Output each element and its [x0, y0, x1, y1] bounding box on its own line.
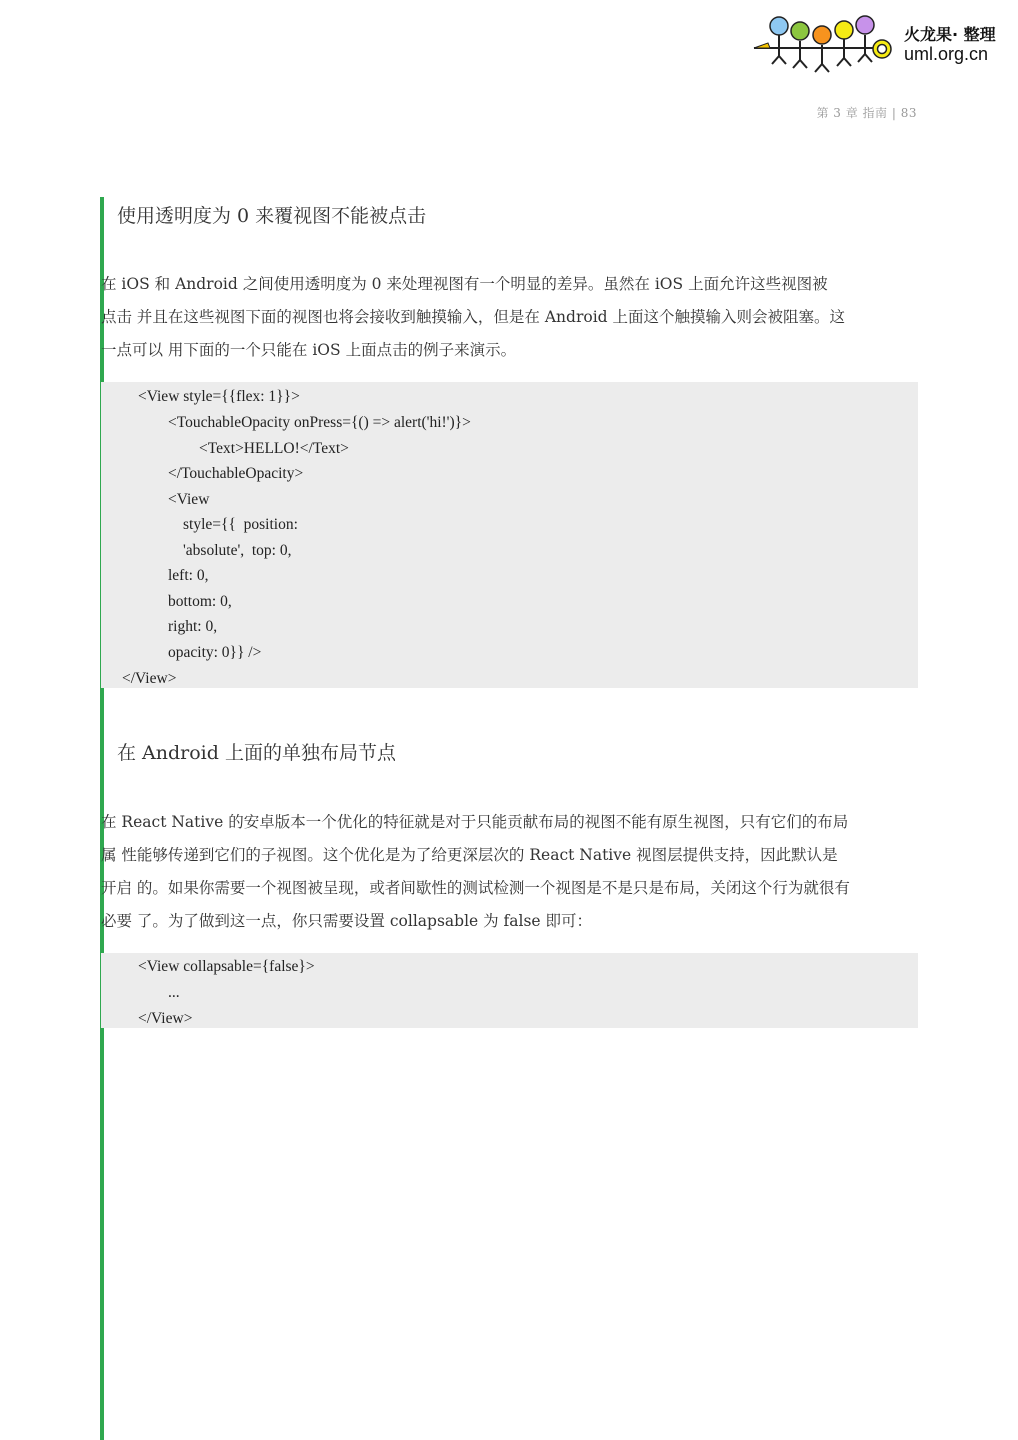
code-line: opacity: 0}} /> [168, 644, 262, 661]
code-line: </View> [122, 670, 177, 687]
running-head: 第 3 章 指南 | 83 [816, 106, 917, 120]
code-line: </TouchableOpacity> [168, 465, 304, 482]
paragraph [101, 268, 901, 367]
code-line: 'absolute', top: 0, [183, 542, 292, 559]
code-line: <View [168, 491, 210, 508]
code-line: <View style={{flex: 1}}> [138, 388, 300, 405]
code-line: bottom: 0, [168, 593, 232, 610]
code-block [101, 382, 918, 688]
paragraph-line: 在 iOS 和 Android 之间使用透明度为 0 来处理视图有一个明显的差异。虽然在 iOS 上面允许这些视图被 [101, 275, 828, 293]
logo-url: uml.org.cn [904, 44, 989, 64]
paragraph-line: 必要 了。为了做到这一点，你只需要设置 collapsable 为 false 即可： [101, 912, 593, 930]
code-line: <TouchableOpacity onPress={() => alert('hi!')}> [168, 414, 471, 431]
paragraph-line: 属 性能够传递到它们的子视图。这个优化是为了给更深层次的 React Native 视图层提供支持，因此默认是 [101, 846, 838, 864]
paragraph [101, 806, 901, 938]
paragraph-line: 开启 的。如果你需要一个视图被呈现，或者间歇性的测试检测一个视图是不是只是布局，关闭这个行为就很有 [101, 879, 850, 897]
code-block [101, 953, 918, 1028]
paragraph-line: 一点可以 用下面的一个只能在 iOS 上面点击的例子来演示。 [101, 341, 517, 359]
logo-title: 火龙果· 整理 [904, 25, 996, 44]
paragraph-line: 点击 并且在这些视图下面的视图也将会接收到触摸输入，但是在 Android 上面这个触摸输入则会被阻塞。这 [101, 308, 846, 326]
code-line: left: 0, [168, 567, 209, 584]
section-title: 使用透明度为 0 来覆视图不能被点击 [117, 205, 427, 227]
code-line: <View collapsable={false}> [138, 958, 315, 975]
paragraph-line: 在 React Native 的安卓版本一个优化的特征就是对于只能贡献布局的视图不能有原生视图，只有它们的布局 [101, 813, 849, 831]
code-line: </View> [138, 1010, 193, 1027]
code-line: ... [168, 984, 180, 1001]
code-line: <Text>HELLO!</Text> [199, 440, 349, 457]
section-title: 在 Android 上面的单独布局节点 [117, 742, 396, 764]
code-line: right: 0, [168, 618, 218, 635]
code-line: style={{ position: [183, 516, 298, 533]
